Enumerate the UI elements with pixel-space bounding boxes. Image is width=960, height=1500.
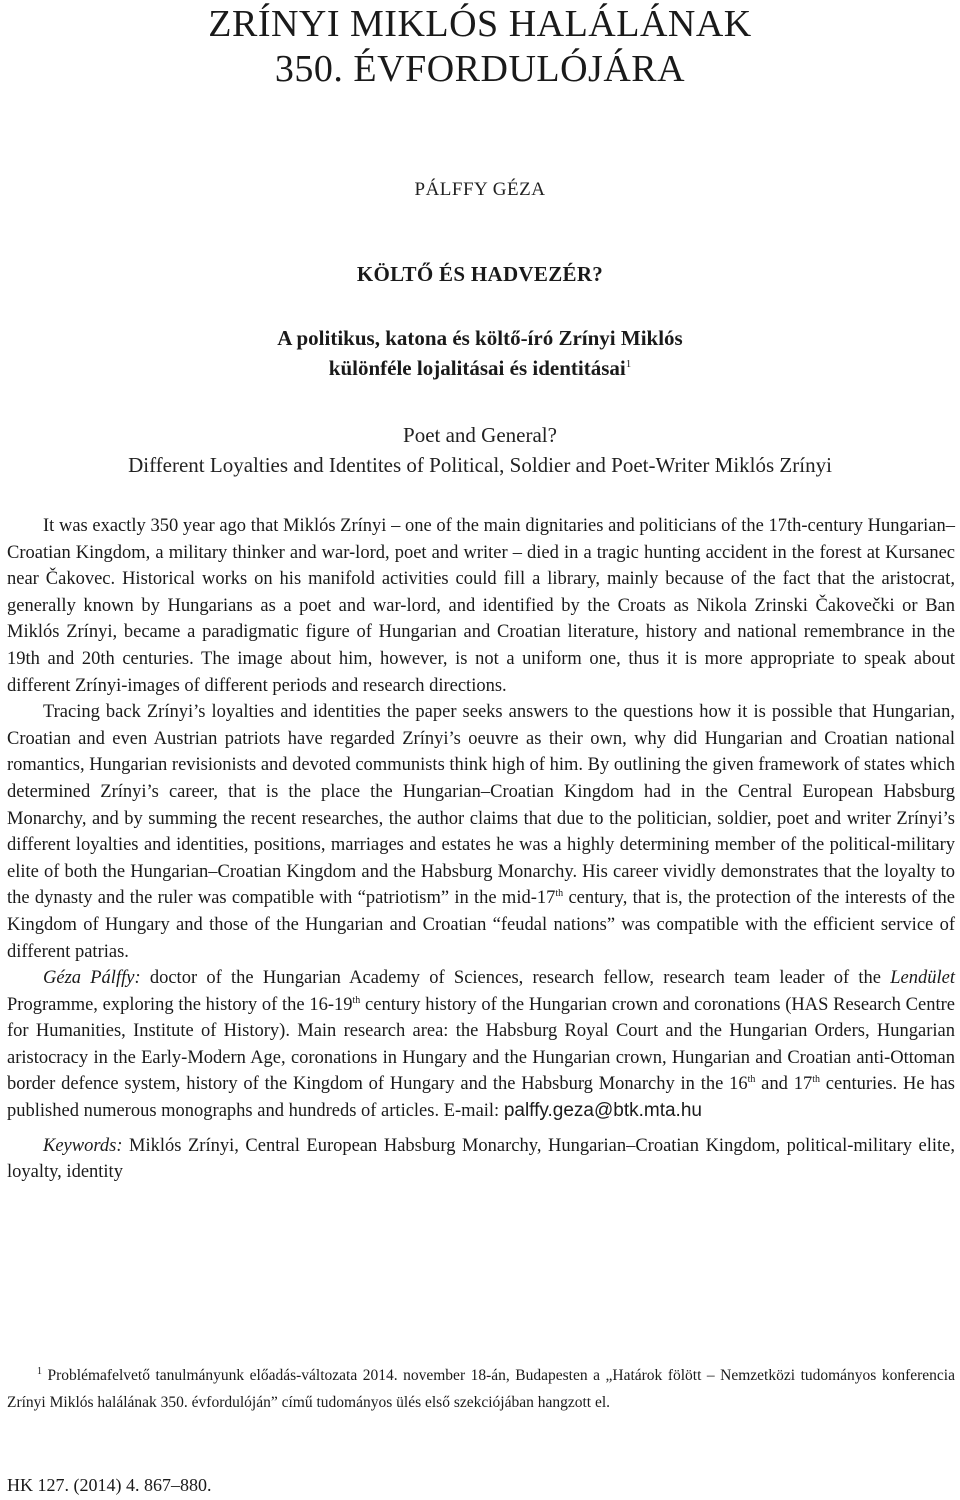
footnote-text: Problémafelvető tanulmányunk előadás-változata 2014. november 18-án, Budapesten a „Határok fölött – Nemzetközi tudományos konferencia Zrínyi Miklós halálának 350. évfordulóján” című tudományos ülés első szekciójában hangzott el. xyxy=(7,1367,955,1411)
footnote-number: 1 xyxy=(37,1365,42,1377)
subtitle-text: különféle lojalitásai és identitásai xyxy=(328,356,626,380)
article-title: KÖLTŐ ÉS HADVEZÉR? xyxy=(356,262,604,286)
abstract xyxy=(7,513,955,1186)
superscript: th xyxy=(352,994,361,1006)
bio-text: centuries. He has published numerous monographs and hundreds of articles. E-mail: xyxy=(7,1074,956,1122)
abstract-paragraph-2 xyxy=(7,699,955,965)
footnote-reference[interactable]: 1 xyxy=(625,358,632,370)
article-subtitle-line2 xyxy=(0,356,960,381)
journal-reference: HK 127. (2014) 4. 867–880. xyxy=(7,1475,212,1495)
english-title-line1: Poet and General? xyxy=(403,423,557,447)
superscript: th xyxy=(555,888,564,900)
bio-author-name: Géza Pálffy: xyxy=(43,968,141,989)
author-name: PÁLFFY GÉZA xyxy=(414,179,546,200)
footnote xyxy=(7,1362,955,1416)
bio-text: and 17 xyxy=(755,1074,813,1095)
superscript: th xyxy=(747,1074,756,1086)
section-heading-line2: 350. ÉVFORDULÓJÁRA xyxy=(274,48,686,90)
bio-text: Programme, exploring the history of the 16-19 xyxy=(7,994,353,1015)
article-subtitle-line1: A politikus, katona és költő-író Zrínyi Miklós xyxy=(277,326,683,350)
keywords-label: Keywords: xyxy=(43,1135,123,1156)
paragraph-text: century, that is, the protection of the interests of the Kingdom of Hungary and those of the Hungarian and Croatian “feudal nations” was compatible with the efficient service of different patrias. xyxy=(7,888,955,962)
programme-name: Lendület xyxy=(890,968,955,989)
keywords xyxy=(7,1133,955,1186)
bio-text: century history of the Hungarian crown and coronations (HAS Research Centre for Humanities, Institute of History). Main research area: the Habsburg Royal Court and the Hungarian Orders, Hungarian aristocracy in the Early-Modern Age, coronations in Hungary and the Hungarian crown, Hungarian and Croatian anti-Ottoman border defence system, history of the Kingdom of Hungary and the Habsburg Monarchy in the 16 xyxy=(7,994,955,1095)
paragraph-text: Tracing back Zrínyi’s loyalties and identities the paper seeks answers to the questions how it is possible that Hungarian, Croatian and even Austrian patriots have regarded Zrínyi’s oeuvre as their own, why did Hungarian and Croatian national romantics, Hungarian revisionists and devoted communists think high of him. By outlining the given framework of states which determined Zrínyi’s career, that is the place the Hungarian–Croatian Kingdom had in the Central European Habsburg Monarchy, and by summing the recent researches, the author claims that due to the politician, soldier, poet and writer Zrínyi’s different loyalties and identities, positions, marriages and estates he was a highly determining member of the political-military elite of both the Hungarian–Croatian Kingdom and the Habsburg Monarchy. His career vividly demonstrates that the loyalty to the dynasty and the ruler was compatible with “patriotism” in the mid-17 xyxy=(7,702,955,909)
email-link[interactable]: palffy.geza@btk.mta.hu xyxy=(503,1100,702,1122)
section-heading-line1: ZRÍNYI MIKLÓS HALÁLÁNAK xyxy=(208,3,752,45)
superscript: th xyxy=(812,1074,820,1086)
keywords-text: Miklós Zrínyi, Central European Habsburg Monarchy, Hungarian–Croatian Kingdom, political-military elite, loyalty, identity xyxy=(7,1135,955,1183)
abstract-paragraph-1: It was exactly 350 year ago that Miklós Zrínyi – one of the main dignitaries and politicians of the 17th-century Hungarian–Croatian Kingdom, a military thinker and war-lord, poet and writer – died in a tragic hunting accident in the forest at Kursanec near Čakovec. Historical works on his manifold activities could fill a library, mainly because of the fact that the aristocrat, generally known by Hungarians as a poet and war-lord, and identified by the Croats as Nikola Zrinski Čakovečki or Ban Miklós Zrínyi, became a paradigmatic figure of Hungarian and Croatian literature, history and national remembrance in the 19th and 20th centuries. The image about him, however, is not a uniform one, thus it is more appropriate to speak about different Zrínyi-images of different periods and research directions. xyxy=(7,516,955,696)
footnote-1 xyxy=(7,1362,955,1416)
author-bio xyxy=(7,965,955,1125)
bio-text: doctor of the Hungarian Academy of Sciences, research fellow, research team leader of the xyxy=(140,968,891,989)
english-title-line2: Different Loyalties and Identites of Political, Soldier and Poet-Writer Miklós Zrínyi xyxy=(128,453,832,477)
